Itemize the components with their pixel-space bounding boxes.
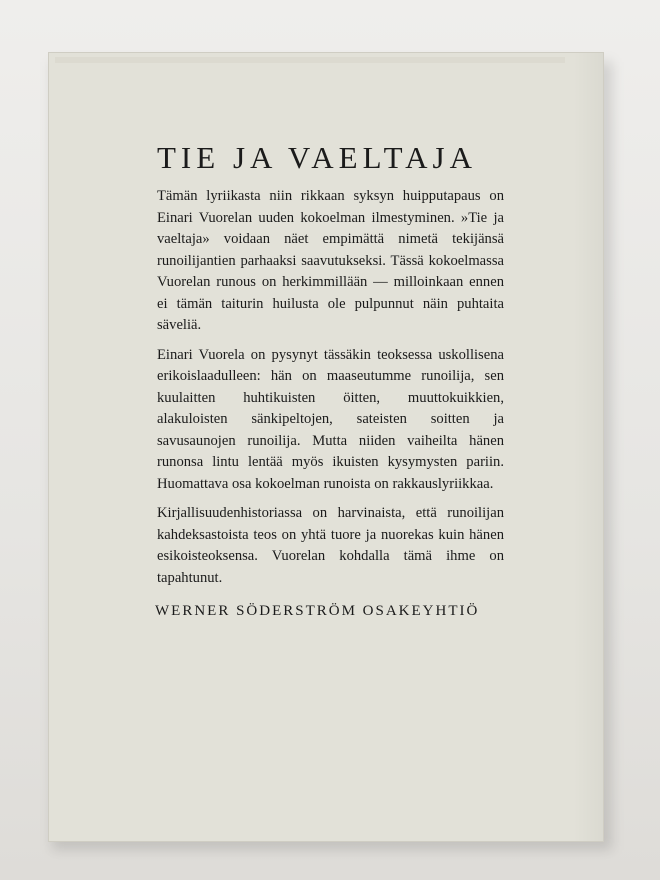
- blurb-paragraph-3: Kirjallisuudenhistoriassa on harvinaista, että runoilijan kahdeksastoista teos on yhtä tuore ja nuorekas kuin hänen esikoisteoksensa. Vuorelan kohdalla tämä ihme on tapahtunut.: [157, 505, 504, 586]
- blurb-paragraph-1: Tämän lyriikasta niin rikkaan syksyn huipputapaus on Einari Vuorelan uuden kokoelman ilmestyminen. »Tie ja vaeltaja» voidaan näet empimättä nimetä tekijänsä runoilijantien parhaaksi saavutukseksi. Tässä kokoelmassa Vuorelan runous on herkimmillään — milloinkaan ennen ei tämän taiturin huilusta ole pulpunnut näin puhtaita säveliä.: [157, 188, 504, 333]
- blurb-paragraph-2: Einari Vuorela on pysynyt tässäkin teoksessa uskollisena erikoislaadulleen: hän on maaseutumme runoilija, sen kuulaitten huhtikuisten öitten, muuttokuikkien, alakuloisten sänkipeltojen, sateisten soitten ja savusaunojen runoilija. Mutta niiden vaiheilta hänen runonsa lintu lentää myös ikuisten kysymysten pariin. Huomattava osa kokoelman runoista on rakkauslyriikkaa.: [157, 346, 504, 492]
- cover-edge-shading: [573, 53, 603, 841]
- blurb-text-block: [107, 140, 504, 620]
- book-title: TIE JA VAELTAJA: [157, 140, 477, 175]
- publisher-name: WERNER SÖDERSTRÖM OSAKEYHTIÖ: [155, 603, 480, 619]
